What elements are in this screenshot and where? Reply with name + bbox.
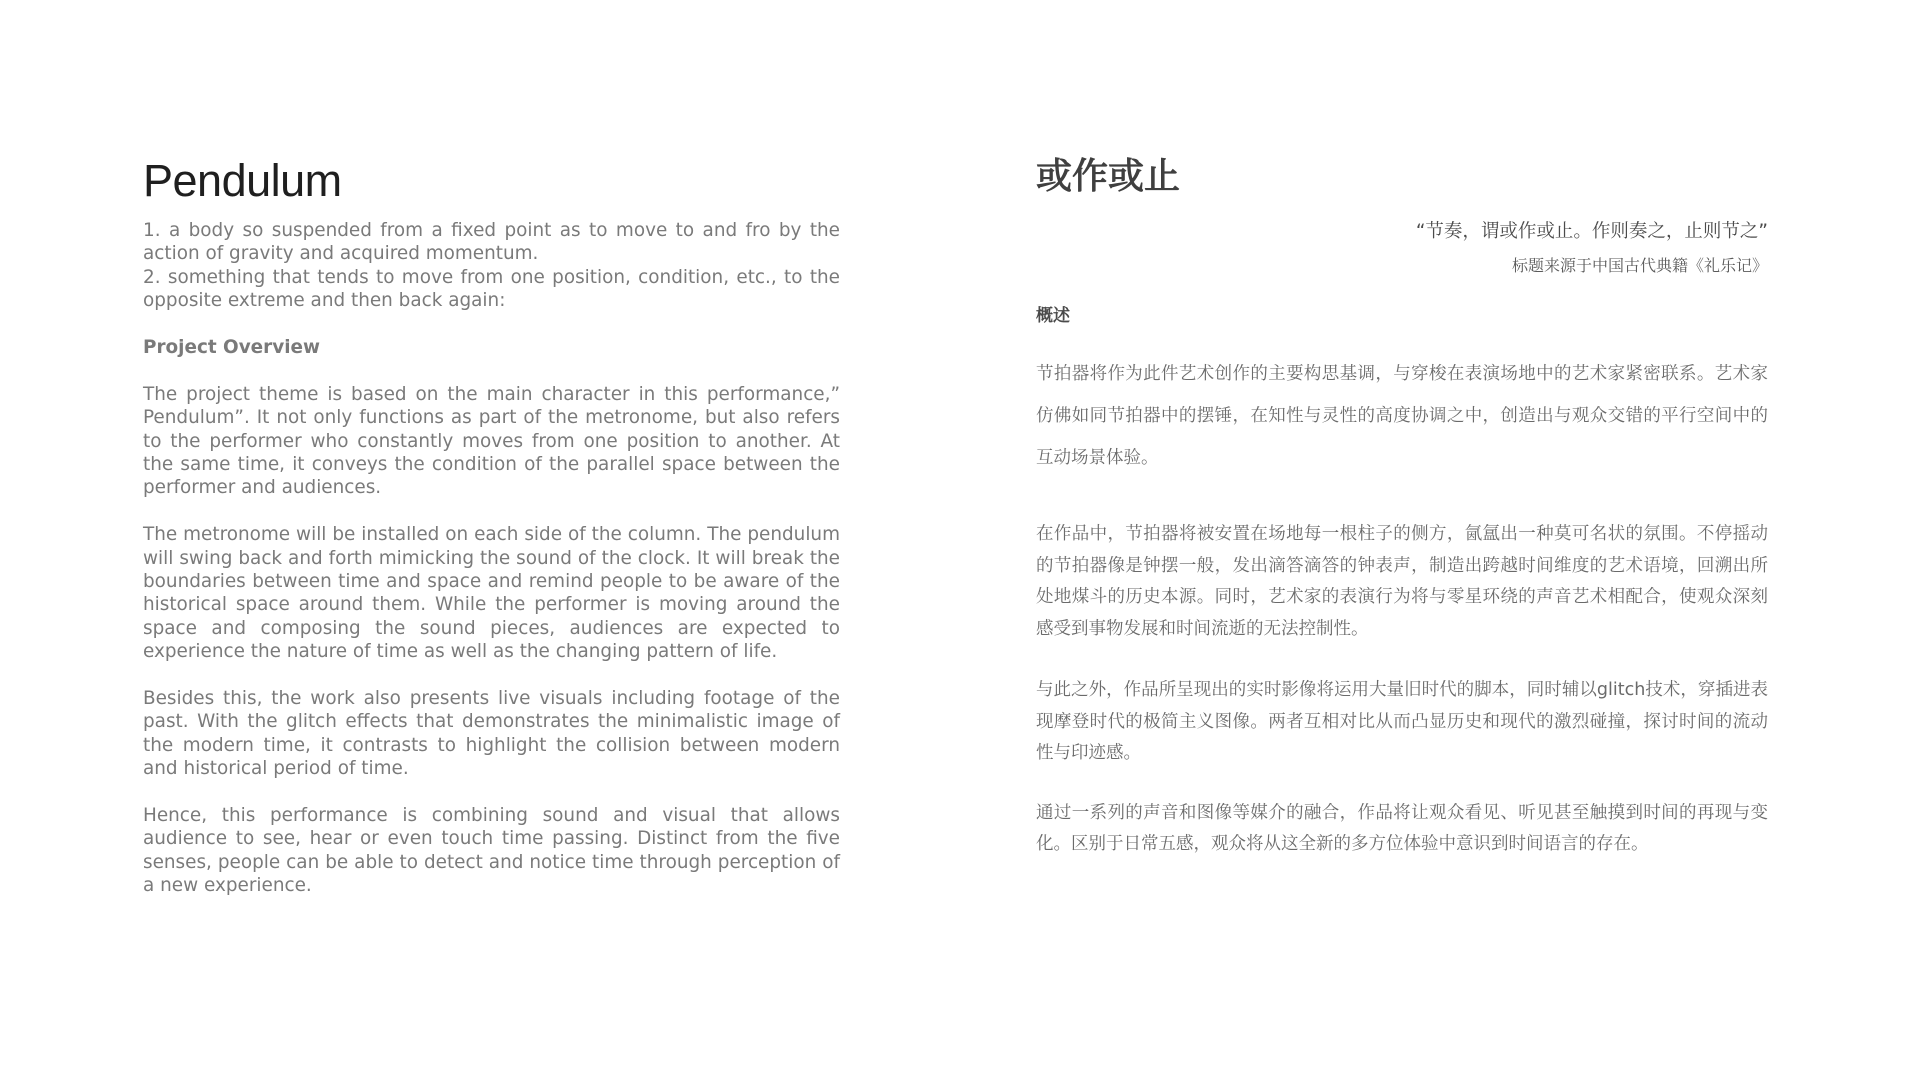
chinese-paragraph-1: 节拍器将作为此件艺术创作的主要构思基调，与穿梭在表演场地中的艺术家紧密联系。艺术家仿佛如同节拍器中的摆锤，在知性与灵性的高度协调之中，创造出与观众交错的平行空间中的互动场景体验。 [1036,364,1768,468]
chinese-column [1036,155,1768,861]
definition-1: 1. a body so suspended from a fixed point as to move to and fro by the action of gravity and acquired momentum. [143,220,840,265]
chinese-title: 或作或止 [1036,156,1181,197]
chinese-paragraph-3: 与此之外，作品所呈现出的实时影像将运用大量旧时代的脚本，同时辅以glitch技术，穿插进表现摩登时代的极简主义图像。两者互相对比从而凸显历史和现代的激烈碰撞，探讨时间的流动性与印迹感。 [1036,680,1768,763]
english-paragraph-3: Besides this, the work also presents live visuals including footage of the past. With the glitch effects that demonstrates the minimalistic image of the modern time, it contrasts to highlight the collision between modern and historical period of time. [143,688,840,780]
chinese-paragraph-2: 在作品中，节拍器将被安置在场地每一根柱子的侧方，氤氲出一种莫可名状的氛围。不停摇动的节拍器像是钟摆一般，发出滴答滴答的钟表声，制造出跨越时间维度的艺术语境，回溯出所处地煤斗的历史本源。同时，艺术家的表演行为将与零星环绕的声音艺术相配合，使观众深刻感受到事物发展和时间流逝的无法控制性。 [1036,524,1768,639]
definition-2: 2. something that tends to move from one position, condition, etc., to the opposite extreme and then back again: [143,266,840,312]
english-column [143,155,840,921]
chinese-quote: “节奏，谓或作或止。作则奏之，止则节之” [1415,221,1768,242]
english-title: Pendulum [143,155,342,206]
english-paragraph-2: The metronome will be installed on each side of the column. The pendulum will swing back and forth mimicking the sound of the clock. It will break the boundaries between time and space and remind people to be aware of the historical space around them. While the performer is moving around the space and composing the sound pieces, audiences are expected to experience the nature of time as well as the changing pattern of life. [143,524,840,663]
chinese-paragraph-4: 通过一系列的声音和图像等媒介的融合，作品将让观众看见、听见甚至触摸到时间的再现与变化。区别于日常五感，观众将从这全新的多方位体验中意识到时间语言的存在。 [1036,802,1768,854]
definition-block [143,219,840,313]
chinese-quote-source: 标题来源于中国古代典籍《礼乐记》 [1511,256,1768,275]
project-overview-heading: Project Overview [143,337,320,359]
english-paragraph-1: The project theme is based on the main character in this performance,” Pendulum”. It not only functions as part of the metronome, but also refers to the performer who constantly moves from one position to another. At the same time, it conveys the condition of the parallel space between the performer and audiences. [143,383,840,499]
chinese-overview-heading: 概述 [1036,306,1070,326]
english-paragraph-4: Hence, this performance is combining sound and visual that allows audience to see, hear or even touch time passing. Distinct from the five senses, people can be able to detect and notice time through perception of a new experience. [143,805,840,897]
